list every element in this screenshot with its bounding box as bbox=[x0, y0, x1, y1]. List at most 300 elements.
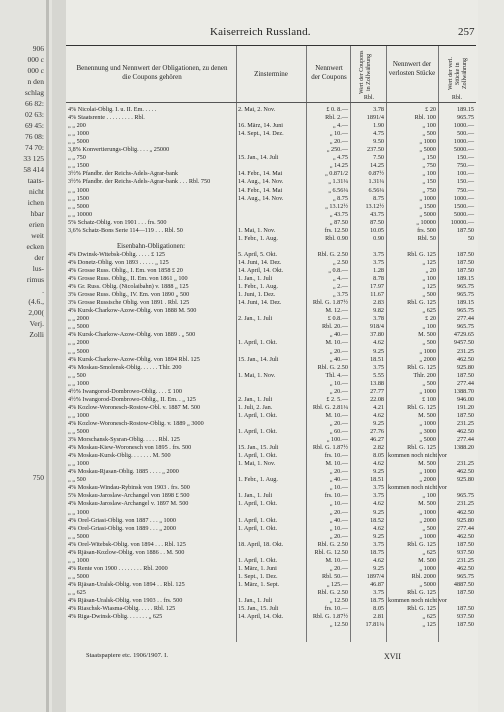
cell-coupon-value: Rbl. 2.— bbox=[325, 114, 348, 122]
cell-drawn-value: „ 5000 bbox=[419, 436, 436, 444]
cell-drawn-currency: 5000.— bbox=[453, 210, 474, 218]
cell-coupon-value: „ 13.12½ bbox=[325, 202, 348, 210]
cell-coupon-value: Rbl. G. 2.50 bbox=[317, 250, 348, 258]
cell-drawn-value: frs. 500 bbox=[417, 226, 436, 234]
table-row bbox=[66, 549, 476, 557]
cell-drawn-value: M. 500 bbox=[418, 460, 436, 468]
cell-currency-value: 46.87 bbox=[370, 580, 384, 588]
cell-drawn-currency: 187.50 bbox=[456, 605, 474, 613]
table-row bbox=[66, 114, 476, 122]
table-row bbox=[66, 452, 476, 460]
cell-coupon-value: „ 60.— bbox=[329, 428, 348, 435]
table-row bbox=[66, 372, 476, 380]
strip-text: 33 125 bbox=[23, 154, 44, 163]
table-row bbox=[66, 106, 476, 114]
page-fold-shadow bbox=[46, 0, 49, 712]
cell-drawn-value: £ 100 bbox=[422, 395, 436, 403]
cell-name: „ „ 750 bbox=[68, 154, 86, 162]
cell-currency-value: 7.50 bbox=[373, 154, 384, 162]
cell-currency-value: 9.25 bbox=[373, 532, 384, 540]
cell-name: „ „ 1000 bbox=[68, 508, 89, 516]
cell-drawn-currency: 462.50 bbox=[456, 468, 474, 476]
cell-coupon-value: „ 6.56¼ bbox=[328, 186, 348, 194]
cell-currency-value: 2.83 bbox=[373, 299, 384, 307]
cell-coupon-value: Rbl. G. 2.50 bbox=[317, 540, 348, 548]
cell-drawn-value: £ 20 bbox=[425, 106, 436, 113]
table-row bbox=[66, 460, 476, 468]
table-row bbox=[66, 211, 476, 219]
cell-drawn-value: £ 20 bbox=[425, 315, 436, 323]
cell-currency-value: 4.62 bbox=[373, 339, 384, 347]
cell-currency-value: 43.75 bbox=[370, 210, 384, 218]
column-header-name: Benennung und Nennwert der Obligationen, zu denen die Coupons gehören bbox=[76, 64, 228, 81]
cell-coupon-value: Rbl. G. 2.50 bbox=[317, 363, 348, 371]
cell-drawn-currency: 150.— bbox=[456, 178, 474, 186]
cell-coupon-value: „ 10.— bbox=[329, 524, 348, 532]
cell-dates: 1. Jan., 1. Juli bbox=[238, 597, 273, 605]
cell-coupon-value: Rbl. G. 1.87½ bbox=[312, 444, 348, 452]
table-row bbox=[66, 275, 476, 283]
cell-coupon-value: „ 12.50 bbox=[329, 621, 348, 629]
table-row bbox=[66, 195, 476, 203]
table-row bbox=[66, 380, 476, 388]
cell-coupon-value: „ 20.— bbox=[329, 564, 348, 572]
cell-name: „ „ 1000 bbox=[68, 460, 89, 468]
cell-dates: 1. Jan., 1. Juli bbox=[238, 492, 273, 500]
cell-coupon-value: Rbl. G. 2.81¼ bbox=[312, 403, 348, 411]
strip-text: . bbox=[42, 286, 44, 295]
cell-name: 4% Kozlow-Woronesch-Rostow-Oblig. v. 1889 „ 3000 bbox=[68, 419, 204, 427]
cell-coupon-value: „ 3.75 bbox=[332, 291, 348, 299]
cell-drawn-currency: 4887.50 bbox=[453, 580, 474, 588]
cell-drawn-currency: 231.25 bbox=[456, 556, 474, 564]
cell-drawn-value: „ 100 bbox=[422, 275, 436, 283]
cell-currency-value: 8.05 bbox=[373, 452, 384, 460]
cell-name: „ „ 1000 bbox=[68, 379, 89, 387]
cell-drawn-value: „ 125 bbox=[422, 283, 436, 291]
cell-name: 4% Moskau-Jaroslaw-Archangel v. 1897 M. 500 bbox=[68, 500, 189, 508]
cell-coupon-value: „ 20.— bbox=[329, 138, 348, 146]
cell-coupon-value: frs. 10.— bbox=[324, 452, 348, 460]
cell-currency-value: 27.76 bbox=[370, 428, 384, 435]
column-header-dates: Zinstermine bbox=[254, 70, 288, 78]
cell-drawn-currency: 925.80 bbox=[456, 476, 474, 484]
cell-name: 4% Moskau-Smolensk-Oblig. . . . . . Thlr. 200 bbox=[68, 363, 182, 371]
cell-drawn-currency: 462.50 bbox=[456, 532, 474, 540]
cell-currency-value: 18.51 bbox=[370, 355, 384, 363]
cell-currency-value: 237.50 bbox=[366, 146, 384, 154]
table-row bbox=[66, 444, 476, 452]
cell-drawn-currency: 462.50 bbox=[456, 508, 474, 516]
cell-name: „ „ 500 bbox=[68, 371, 86, 379]
cell-name: „ „ 625 bbox=[68, 589, 86, 596]
cell-drawn-currency: 189.15 bbox=[456, 299, 474, 307]
table-row bbox=[66, 484, 476, 492]
cell-currency-value: 0.87½ bbox=[368, 170, 384, 178]
strip-text: 2,00( bbox=[28, 308, 44, 317]
table-row bbox=[66, 517, 476, 525]
cell-drawn-currency: 187.50 bbox=[456, 267, 474, 274]
cell-currency-value: 22.08 bbox=[370, 395, 384, 403]
cell-name: „ „ 2000 bbox=[68, 339, 89, 347]
cell-currency-value: 3.75 bbox=[373, 492, 384, 500]
cell-drawn-value: „ 1000 bbox=[419, 194, 436, 202]
cell-drawn-value: Rbl. G. 125 bbox=[407, 363, 436, 371]
cell-dates: 1. April, 1. Okt. bbox=[238, 556, 278, 564]
cell-currency-value: 14.25 bbox=[370, 162, 384, 170]
cell-name: 4% Orel-Witebsk-Oblig. von 1894 . . . Rbl. 125 bbox=[68, 540, 186, 548]
cell-drawn-currency: 277.44 bbox=[456, 379, 474, 387]
cell-coupon-value: „ 43.75 bbox=[329, 210, 348, 218]
column-header-coupon-value: Nennwert der Coupons bbox=[311, 64, 347, 81]
cell-name: 4% Nicolai-Oblig. I. u. II. Em. . . . . bbox=[68, 106, 157, 113]
cell-dates: 16. März, 14. Juni bbox=[238, 122, 284, 130]
cell-coupon-value: „ 40.— bbox=[329, 355, 348, 363]
cell-currency-value: 13.88 bbox=[370, 379, 384, 387]
cell-name: 4% Rjäsan-Uralsk-Oblig. von 1903 . . frs. 500 bbox=[68, 597, 183, 605]
cell-coupon-value: „ 40.— bbox=[329, 476, 348, 484]
cell-currency-value: 9.25 bbox=[373, 347, 384, 355]
cell-coupon-value: frs. 10.— bbox=[324, 492, 348, 500]
cell-name: 4% Rente von 1900 . . . . . . . . Rbl. 2000 bbox=[68, 564, 168, 572]
cell-drawn-value: „ 1000 bbox=[419, 347, 436, 355]
cell-drawn-currency: 187.50 bbox=[456, 250, 474, 258]
cell-dates: 1. Febr., 1. Aug. bbox=[238, 283, 278, 291]
cell-name: 4% Riaschsk-Wiasma-Oblig. . . . . Rbl. 125 bbox=[68, 605, 176, 613]
cell-drawn-currency: 925.80 bbox=[456, 516, 474, 524]
table-row bbox=[66, 348, 476, 356]
cell-currency-value: 9.25 bbox=[373, 564, 384, 572]
cell-drawn-value: „ 625 bbox=[422, 307, 436, 315]
cell-dates: 2. Jan., 1. Juli bbox=[238, 315, 273, 323]
cell-drawn-value: M. 500 bbox=[418, 500, 436, 508]
cell-drawn-currency: 937.50 bbox=[456, 613, 474, 621]
cell-currency-value: 37.80 bbox=[370, 331, 384, 339]
cell-name: 4% Kozlow-Woronesch-Rostow-Obl. v. 1887 M. 500 bbox=[68, 403, 201, 411]
cell-currency-value: 8.05 bbox=[373, 605, 384, 613]
cell-dates: 15. Jan., 14. Juli bbox=[238, 355, 279, 363]
page-header-title: Kaiserreich Russland. bbox=[210, 26, 311, 38]
cell-coupon-value: „ 20.— bbox=[329, 347, 348, 355]
cell-coupon-value: „ 0.871/2 bbox=[324, 170, 348, 178]
cell-drawn-currency: 965.75 bbox=[456, 323, 474, 331]
cell-drawn-value: Thlr. 200 bbox=[413, 371, 436, 379]
cell-name: „ „ 1000 bbox=[68, 411, 89, 419]
table-row bbox=[66, 541, 476, 549]
cell-drawn-currency: 750.— bbox=[456, 162, 474, 170]
cell-currency-value: 6.56¼ bbox=[368, 186, 384, 194]
cell-name: 4% Kursk-Charkow-Azow-Oblig. von 1894 Rbl. 125 bbox=[68, 355, 200, 363]
cell-currency-value: 0.90 bbox=[373, 234, 384, 242]
cell-name: „ „ 10000 bbox=[68, 210, 93, 218]
strip-text: 76 08: bbox=[25, 132, 44, 141]
cell-name: „ „ 1000 bbox=[68, 556, 89, 564]
cell-drawn-currency: 965.75 bbox=[456, 572, 474, 580]
cell-currency-value: 1.31¼ bbox=[368, 178, 384, 186]
cell-drawn-value: Rbl. G. 125 bbox=[407, 589, 436, 596]
cell-drawn-currency: 946.00 bbox=[456, 395, 474, 403]
cell-drawn-currency: 1388.70 bbox=[453, 387, 474, 395]
strip-text: nicht bbox=[29, 187, 44, 196]
cell-drawn-value: „ 750 bbox=[422, 186, 436, 194]
cell-coupon-value: M. 10.— bbox=[325, 460, 348, 468]
cell-currency-value: 4.62 bbox=[373, 460, 384, 468]
table-row bbox=[66, 291, 476, 299]
cell-drawn-value: „ 100 bbox=[422, 122, 436, 130]
cell-drawn-currency: 277.44 bbox=[456, 524, 474, 532]
table-row bbox=[66, 476, 476, 484]
strip-text: 000 c bbox=[27, 66, 44, 75]
table-row bbox=[66, 605, 476, 613]
cell-drawn-value: „ 500 bbox=[422, 291, 436, 299]
cell-drawn-currency: 187.50 bbox=[456, 411, 474, 419]
cell-drawn-currency: 189.15 bbox=[456, 106, 474, 113]
cell-dates: 14. Febr., 14. Mai bbox=[238, 170, 283, 178]
page-number: 257 bbox=[458, 26, 475, 38]
cell-dates: 1. Mai, 1. Nov. bbox=[238, 460, 276, 468]
cell-name: 5% Schatz-Oblig. von 1901 . . . frs. 500 bbox=[68, 218, 167, 226]
cell-name: 3½% Pfandbr. der Reichs-Adels-Agrar-bank bbox=[68, 170, 179, 178]
cell-drawn-currency: 1388.20 bbox=[453, 444, 474, 452]
cell-drawn-value: „ 2000 bbox=[419, 355, 436, 363]
cell-currency-value: 9.25 bbox=[373, 508, 384, 516]
cell-drawn-currency: 191.20 bbox=[456, 403, 474, 411]
strip-text: Zolli bbox=[29, 330, 44, 339]
cell-name: 4% Grosse Russ. Oblig., I. Em. von 1858 £ 20 bbox=[68, 267, 183, 274]
cell-coupon-value: „ 10.— bbox=[329, 130, 348, 138]
cell-dates: 1. Febr., 1. Aug. bbox=[238, 234, 278, 242]
cell-drawn-value: „ 500 bbox=[422, 379, 436, 387]
strip-text: taats- bbox=[27, 176, 44, 185]
cell-drawn-currency: 462.50 bbox=[456, 355, 474, 363]
cell-name: 4% Kursk-Charkow-Azow-Oblig. von 1888 M. 500 bbox=[68, 307, 197, 315]
table-row bbox=[66, 154, 476, 162]
cell-drawn-currency: 150.— bbox=[456, 154, 474, 162]
cell-name: „ „ 5000 bbox=[68, 202, 89, 210]
cell-drawn-value: Rbl. G. 125 bbox=[407, 403, 436, 411]
cell-coupon-value: „ 14.25 bbox=[329, 162, 348, 170]
cell-drawn-value: M. 500 bbox=[418, 556, 436, 564]
strip-text: 69 45: bbox=[25, 121, 44, 130]
cell-coupon-value: „ 20.— bbox=[329, 387, 348, 395]
cell-dates: 14. April, 14. Okt. bbox=[238, 267, 284, 274]
cell-coupon-value: M. 10.— bbox=[325, 411, 348, 419]
cell-coupon-value: „ 1.31¼ bbox=[328, 178, 348, 186]
cell-drawn-value: „ 150 bbox=[422, 178, 436, 186]
cell-coupon-value: Rbl. G. 1.87½ bbox=[312, 613, 348, 621]
cell-coupon-value: Rbl. 50.— bbox=[322, 572, 348, 580]
cell-dates: 18. April, 18. Okt. bbox=[238, 540, 284, 548]
unit-label: Rbl. bbox=[451, 95, 463, 101]
cell-drawn-value: „ 100 bbox=[422, 170, 436, 178]
cell-name: 3½% Pfandbr. der Reichs-Adels-Agrar-bank . . . Rbl. 750 bbox=[68, 178, 211, 186]
cell-name: „ „ 1500 bbox=[68, 194, 89, 202]
cell-coupon-value: Rbl. 0.90 bbox=[325, 234, 348, 242]
cell-name: „ „ 1000 bbox=[68, 186, 89, 194]
cell-drawn-value: „ 5000 bbox=[419, 210, 436, 218]
cell-drawn-currency: 187.50 bbox=[456, 540, 474, 548]
cell-drawn-currency: 50 bbox=[467, 234, 474, 242]
cell-coupon-value: „ 2.50 bbox=[332, 258, 348, 266]
cell-name: „ „ 5000 bbox=[68, 572, 89, 580]
strip-text: 66 82: bbox=[25, 99, 44, 108]
cell-drawn-value: „ 5000 bbox=[419, 146, 436, 154]
table-row bbox=[66, 227, 476, 235]
cell-drawn-value: „ 2000 bbox=[419, 476, 436, 484]
cell-drawn-value: „ 1000 bbox=[419, 564, 436, 572]
cell-dates: 1. Sept., 1. Dez. bbox=[238, 572, 278, 580]
cell-coupon-value: „ 87.50 bbox=[329, 218, 348, 226]
cell-drawn-value: „ 125 bbox=[422, 621, 436, 629]
cell-dates: 1. April, 1. Okt. bbox=[238, 339, 278, 347]
cell-currency-value: 18.52 bbox=[370, 516, 384, 524]
cell-drawn-value: Rbl. G. 125 bbox=[407, 605, 436, 613]
cell-dates: 1. April, 1. Okt. bbox=[238, 516, 278, 524]
cell-currency-value: 9.25 bbox=[373, 468, 384, 476]
cell-currency-value: 3.75 bbox=[373, 250, 384, 258]
cell-drawn-value: Rbl. 100 bbox=[414, 114, 436, 122]
table-row bbox=[66, 396, 476, 404]
cell-dates: 1. März, 1. Sept. bbox=[238, 580, 280, 588]
cell-name: 5% Moskau-Jaroslaw-Archangel von 1898 £ 500 bbox=[68, 492, 190, 500]
table-row bbox=[66, 557, 476, 565]
cell-dates: 1. April, 1. Okt. bbox=[238, 500, 278, 508]
cell-name: 4% Orel-Griasi-Oblig. von 1887 . . . „ 1000 bbox=[68, 516, 176, 524]
section-subheading bbox=[66, 243, 476, 251]
cell-coupon-value: frs. 10.— bbox=[324, 605, 348, 613]
cell-name: 4% Rjäsan-Uralsk-Oblig. von 1894 . . Rbl. 125 bbox=[68, 580, 185, 588]
strip-text: Verj. bbox=[29, 319, 44, 328]
cell-coupon-value: „ 100.— bbox=[326, 436, 348, 444]
unit-label: Rbl. bbox=[363, 95, 375, 101]
cell-drawn-currency: 500.— bbox=[456, 130, 474, 138]
cell-name: 4% Rjäsan-Kozlow-Oblig. von 1886 . . M. 500 bbox=[68, 548, 185, 556]
cell-drawn-currency: 1000.— bbox=[453, 138, 474, 146]
table-row bbox=[66, 315, 476, 323]
cell-dates: 1. Mai, 1. Nov. bbox=[238, 371, 276, 379]
table-row bbox=[66, 364, 476, 372]
cell-currency-value: 10.05 bbox=[370, 226, 384, 234]
cell-drawn-currency: 965.75 bbox=[456, 114, 474, 122]
strip-text: n den bbox=[27, 77, 44, 86]
cell-coupon-value: „ 125.— bbox=[326, 580, 348, 588]
cell-drawn-currency: 187.50 bbox=[456, 621, 474, 629]
table-row bbox=[66, 170, 476, 178]
strip-text: schlag bbox=[24, 88, 44, 97]
cell-drawn-currency: 10000.— bbox=[450, 218, 474, 226]
cell-currency-value: 8.75 bbox=[373, 194, 384, 202]
table-row bbox=[66, 500, 476, 508]
strip-text: 906 bbox=[32, 44, 44, 53]
cell-dates: 14. Aug., 14. Nov. bbox=[238, 178, 284, 186]
cell-drawn-value: kommen noch nicht vor bbox=[388, 452, 447, 460]
cell-dates: 14. Juni, 14. Dez. bbox=[238, 299, 282, 307]
cell-drawn-value: M. 500 bbox=[418, 411, 436, 419]
cell-coupon-value: „ 40.— bbox=[329, 331, 348, 339]
cell-dates: 1. April, 1. Okt. bbox=[238, 524, 278, 532]
cell-coupon-value: Thl. 4.— bbox=[325, 371, 348, 379]
cell-currency-value: 18.51 bbox=[370, 476, 384, 484]
cell-currency-value: 1.90 bbox=[373, 122, 384, 130]
footer-note: Staatspapiere etc. 1906/1907. I. bbox=[86, 652, 168, 659]
cell-currency-value: 46.27 bbox=[370, 436, 384, 444]
table-row bbox=[66, 323, 476, 331]
table-row bbox=[66, 187, 476, 195]
cell-name: 4% Dwinsk-Witebsk-Oblig. . . . . £ 125 bbox=[68, 250, 166, 258]
cell-currency-value: 27.77 bbox=[370, 387, 384, 395]
table-row bbox=[66, 428, 476, 436]
cell-currency-value: 3.75 bbox=[373, 258, 384, 266]
cell-name: 4% Moskau-Rjasan-Oblig. 1885 . . . . „ 2000 bbox=[68, 468, 179, 476]
table-row bbox=[66, 178, 476, 186]
cell-dates: 15. Jan., 14. Juli bbox=[238, 154, 279, 162]
cell-coupon-value: £ 0.8.— bbox=[327, 315, 348, 323]
cell-drawn-value: „ 150 bbox=[422, 154, 436, 162]
cell-coupon-value: M. 12.— bbox=[325, 307, 348, 315]
table-row bbox=[66, 412, 476, 420]
cell-dates: 1. Juni, 1. Dez. bbox=[238, 291, 276, 299]
table-row bbox=[66, 468, 476, 476]
cell-drawn-value: „ 500 bbox=[422, 339, 436, 347]
cell-drawn-value: „ 100 bbox=[422, 492, 436, 500]
book-gutter bbox=[52, 0, 66, 712]
cell-currency-value: 3.75 bbox=[373, 484, 384, 492]
cell-drawn-value: „ 500 bbox=[422, 130, 436, 138]
table-row bbox=[66, 138, 476, 146]
table-row bbox=[66, 404, 476, 412]
table-row bbox=[66, 235, 476, 243]
cell-dates: 1. Mai, 1. Nov. bbox=[238, 226, 276, 234]
table-row bbox=[66, 299, 476, 307]
table-row bbox=[66, 597, 476, 605]
cell-currency-value: 3.75 bbox=[373, 363, 384, 371]
cell-drawn-value: Rbl. G. 125 bbox=[407, 250, 436, 258]
cell-name: 3% Morschansk-Sysran-Oblig. . . . . Rbl. 125 bbox=[68, 436, 180, 444]
cell-name: „ „ 1000 bbox=[68, 130, 89, 138]
table-row bbox=[66, 259, 476, 267]
column-header-drawn-value: Nennwert der verlosten Stücke bbox=[388, 60, 436, 77]
cell-currency-value: 3.78 bbox=[373, 315, 384, 323]
cell-drawn-currency: 187.50 bbox=[456, 226, 474, 234]
cell-name: 4% Moskau-Windau-Rybinsk von 1903 . frs. 500 bbox=[68, 484, 190, 492]
strip-text: erien bbox=[29, 220, 44, 229]
cell-name: 4% Grosse Russ. Oblig., II. Em. von 1861 „ 100 bbox=[68, 275, 188, 283]
cell-coupon-value: „ 20.— bbox=[329, 508, 348, 516]
strip-text: 74 70: bbox=[25, 143, 44, 152]
cell-name: 4% Kursk-Charkow-Azow-Oblig. von 1889 . „ 500 bbox=[68, 331, 196, 339]
cell-drawn-currency: 231.25 bbox=[456, 347, 474, 355]
cell-drawn-value: „ 5000 bbox=[419, 580, 436, 588]
table-row bbox=[66, 436, 476, 444]
cell-name: 3,8% Konvertierungs-Oblig. . . . „ 25000 bbox=[68, 146, 170, 154]
table-row bbox=[66, 130, 476, 138]
cell-name: „ „ 200 bbox=[68, 122, 86, 130]
cell-dates: 1. Jan., 1. Juli bbox=[238, 275, 273, 283]
cell-drawn-currency: 4729.65 bbox=[453, 331, 474, 339]
cell-drawn-value: „ 1000 bbox=[419, 468, 436, 476]
cell-currency-value: 13.12½ bbox=[365, 202, 384, 210]
cell-currency-value: 17.97 bbox=[370, 283, 384, 291]
cell-currency-value: 17.81¼ bbox=[365, 621, 384, 629]
cell-coupon-value: „ 20.— bbox=[329, 419, 348, 427]
cell-coupon-value: „ 2.— bbox=[332, 283, 348, 291]
cell-drawn-currency: 965.75 bbox=[456, 283, 474, 291]
cell-drawn-value: „ 100 bbox=[422, 323, 436, 331]
cell-dates: 15. Jan., 15. Juli bbox=[238, 444, 279, 452]
cell-drawn-currency: 750.— bbox=[456, 186, 474, 194]
cell-drawn-currency: 231.25 bbox=[456, 500, 474, 508]
table-row bbox=[66, 146, 476, 154]
